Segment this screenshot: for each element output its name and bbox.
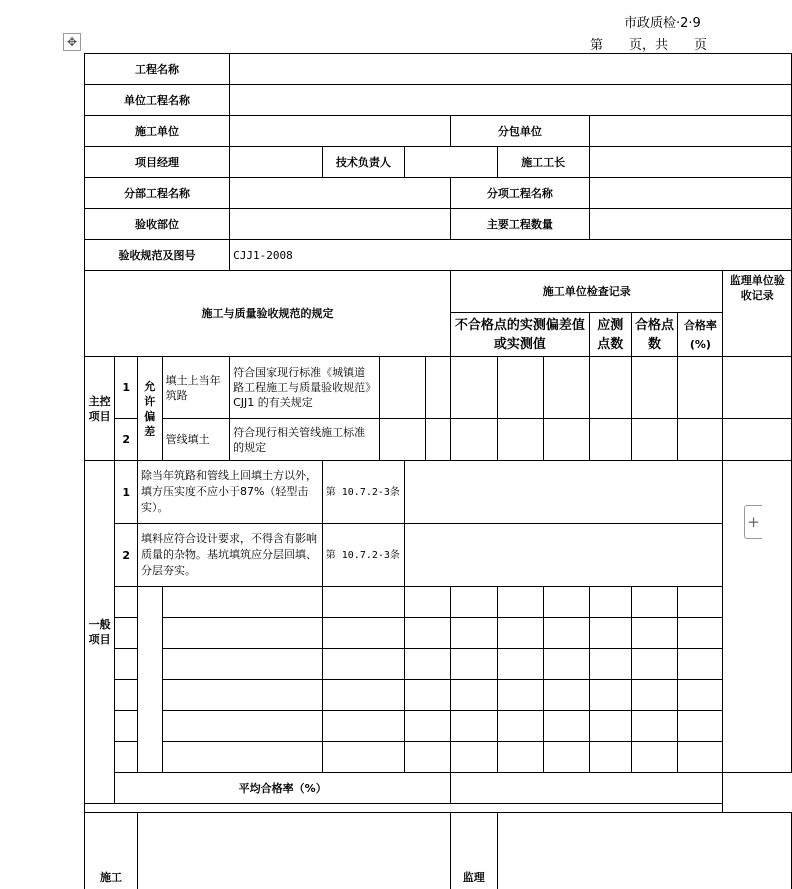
blank-cell[interactable] [543,587,589,618]
header-construction-check: 施工单位检查记录 [451,271,723,313]
blank-cell[interactable] [451,711,498,742]
supervision-record-cell[interactable] [723,419,792,461]
header-pass-rate: 合格率(%) [678,313,723,357]
blank-cell[interactable] [497,587,543,618]
inspection-form-table [84,53,792,889]
main-record-cell[interactable] [678,419,723,461]
section-main-control: 主控项目 [85,357,115,461]
blank-cell[interactable] [115,649,138,680]
footer-supervision-label: 监理 [451,813,498,889]
blank-cell[interactable] [322,649,404,680]
main-item-name: 管线填土 [162,419,229,461]
blank-cell[interactable] [115,680,138,711]
footer-construction-signature[interactable] [137,813,450,889]
main-item-name: 填土上当年筑路 [162,357,229,419]
blank-cell[interactable] [115,618,138,649]
blank-cell[interactable] [678,742,723,773]
main-item-rule: 符合现行相关管线施工标准的规定 [230,419,379,461]
main-record-cell[interactable] [379,419,425,461]
blank-cell[interactable] [162,618,322,649]
value-project-manager[interactable] [230,147,323,178]
blank-cell[interactable] [405,742,451,773]
header-measured-points: 应测点数 [589,313,631,357]
general-item-desc: 填料应符合设计要求，不得含有影响质量的杂物。基坑填筑应分层回填、分层夯实。 [137,524,322,587]
blank-cell[interactable] [631,618,678,649]
label-main-quantity: 主要工程数量 [451,209,590,240]
general-item-desc: 除当年筑路和管线上回填土方以外，填方压实度不应小于87%（轻型击实）。 [137,461,322,524]
value-site-foreman[interactable] [589,147,791,178]
blank-cell[interactable] [115,587,138,618]
blank-cell[interactable] [497,742,543,773]
main-record-cell[interactable] [678,357,723,419]
form-code: 市政质检·2·9 [624,16,701,31]
blank-cell[interactable] [322,742,404,773]
blank-cell[interactable] [405,618,451,649]
blank-cell[interactable] [451,649,498,680]
general-item-no: 2 [115,524,138,587]
label-inspection-part: 验收部位 [85,209,230,240]
main-record-cell[interactable] [425,419,450,461]
general-item-no: 1 [115,461,138,524]
main-record-cell[interactable] [631,357,678,419]
value-spec[interactable]: CJJ1-2008 [230,240,792,271]
main-item-no: 1 [115,357,138,419]
blank-cell[interactable] [631,587,678,618]
blank-cell[interactable] [631,711,678,742]
main-record-cell[interactable] [543,357,589,419]
allowable-deviation-label: 允许偏差 [137,357,162,461]
label-construction-unit: 施工单位 [85,116,230,147]
blank-cell [137,587,162,773]
page-count-label: 第 页，共 页 [590,38,708,53]
blank-cell[interactable] [589,742,631,773]
main-record-cell[interactable] [425,357,450,419]
section-general: 一般项目 [85,461,115,804]
value-subcontract-unit[interactable] [589,116,791,147]
header-nonconforming: 不合格点的实测偏差值或实测值 [451,313,590,357]
blank-cell[interactable] [115,742,138,773]
blank-cell[interactable] [451,587,498,618]
blank-cell[interactable] [589,587,631,618]
value-main-quantity[interactable] [589,209,791,240]
main-record-cell[interactable] [451,419,498,461]
spacer-row [85,804,723,813]
label-subitem-name: 分项工程名称 [451,178,590,209]
value-technical-lead[interactable] [405,147,498,178]
label-site-foreman: 施工工长 [497,147,589,178]
blank-cell[interactable] [162,649,322,680]
blank-cell[interactable] [543,711,589,742]
value-construction-unit[interactable] [230,116,451,147]
blank-cell[interactable] [497,618,543,649]
side-expand-icon[interactable]: + [744,505,762,539]
main-item-no: 2 [115,419,138,461]
blank-cell[interactable] [405,711,451,742]
label-division-name: 分部工程名称 [85,178,230,209]
blank-cell[interactable] [678,680,723,711]
footer-construction-label: 施工 [85,813,138,889]
blank-cell[interactable] [678,618,723,649]
blank-cell[interactable] [322,680,404,711]
table-move-handle-icon[interactable]: ✥ [63,33,81,51]
label-project-manager: 项目经理 [85,147,230,178]
blank-cell[interactable] [451,618,498,649]
footer-supervision-signature[interactable] [497,813,791,889]
main-record-cell[interactable] [451,357,498,419]
general-record-cell[interactable] [405,524,723,587]
blank-cell[interactable] [678,711,723,742]
supervision-record-cell[interactable] [723,357,792,419]
main-record-cell[interactable] [589,357,631,419]
header-provisions: 施工与质量验收规范的规定 [85,271,451,357]
blank-cell[interactable] [405,649,451,680]
label-subcontract-unit: 分包单位 [451,116,590,147]
label-spec: 验收规范及图号 [85,240,230,271]
label-unit-project-name: 单位工程名称 [85,85,230,116]
main-record-cell[interactable] [589,419,631,461]
blank-cell[interactable] [543,618,589,649]
value-unit-project-name[interactable] [230,85,792,116]
main-item-rule: 符合国家现行标准《城镇道路工程施工与质量验收规范》CJJ1 的有关规定 [230,357,379,419]
blank-cell[interactable] [405,680,451,711]
blank-cell[interactable] [162,680,322,711]
header-qualified-points: 合格点数 [631,313,678,357]
blank-cell[interactable] [162,587,322,618]
blank-cell[interactable] [322,587,404,618]
main-record-cell[interactable] [543,419,589,461]
general-item-ref: 第 10.7.2-3条 [322,461,404,524]
blank-cell[interactable] [405,587,451,618]
blank-cell[interactable] [451,680,498,711]
blank-cell[interactable] [589,618,631,649]
blank-cell[interactable] [678,649,723,680]
blank-cell[interactable] [322,711,404,742]
blank-cell[interactable] [678,587,723,618]
blank-cell[interactable] [115,711,138,742]
blank-cell[interactable] [543,742,589,773]
blank-cell[interactable] [631,680,678,711]
blank-cell[interactable] [497,711,543,742]
blank-cell[interactable] [589,649,631,680]
main-record-cell[interactable] [497,357,543,419]
blank-cell[interactable] [162,711,322,742]
supervision-record-cell[interactable] [723,461,792,773]
value-division-name[interactable] [230,178,451,209]
value-inspection-part[interactable] [230,209,451,240]
label-project-name: 工程名称 [85,54,230,85]
value-project-name[interactable] [230,54,792,85]
blank-cell[interactable] [543,680,589,711]
general-record-cell[interactable] [405,461,723,524]
blank-cell[interactable] [589,711,631,742]
blank-cell[interactable] [162,742,322,773]
blank-cell[interactable] [589,680,631,711]
blank-cell[interactable] [497,649,543,680]
blank-cell[interactable] [322,618,404,649]
blank-cell[interactable] [631,649,678,680]
blank-cell[interactable] [543,649,589,680]
blank-cell[interactable] [631,742,678,773]
main-record-cell[interactable] [631,419,678,461]
general-item-ref: 第 10.7.2-3条 [322,524,404,587]
main-record-cell[interactable] [497,419,543,461]
avg-pass-rate-value[interactable] [451,773,723,804]
main-record-cell[interactable] [379,357,425,419]
header-supervision: 监理单位验收记录 [723,271,792,357]
avg-pass-rate-label: 平均合格率（%） [115,773,451,804]
blank-cell[interactable] [497,680,543,711]
value-subitem-name[interactable] [589,178,791,209]
label-technical-lead: 技术负责人 [322,147,404,178]
blank-cell[interactable] [451,742,498,773]
